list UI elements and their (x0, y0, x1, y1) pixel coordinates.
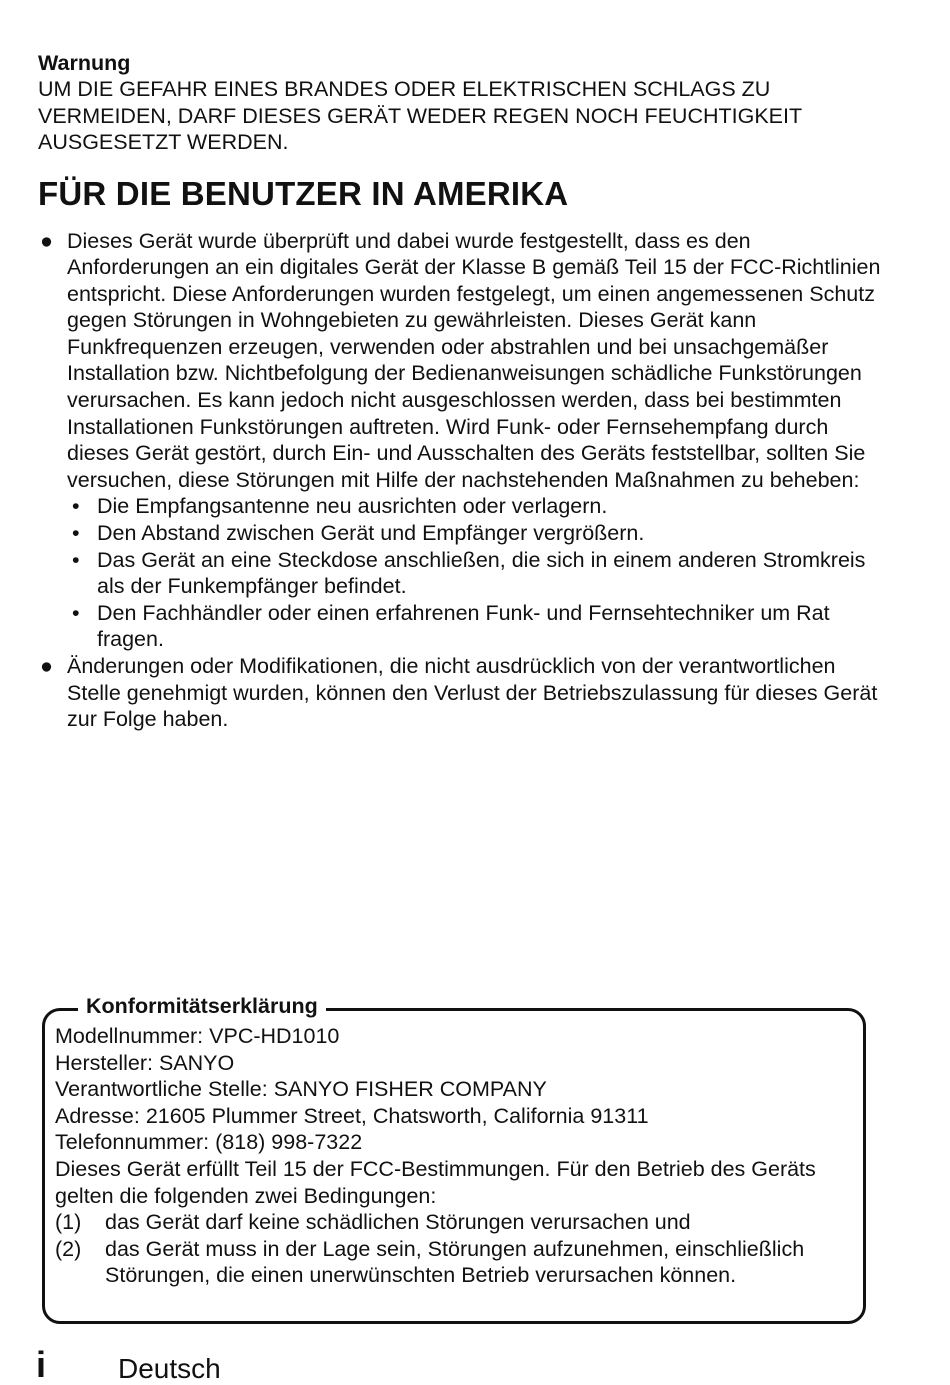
condition-text: das Gerät darf keine schädlichen Störungen verursachen und (105, 1210, 691, 1235)
compliance-statement: Dieses Gerät erfüllt Teil 15 der FCC-Bestimmungen. Für den Betrieb des Geräts gelten die folgenden zwei Bedingungen: (55, 1156, 816, 1208)
page-language: Deutsch (118, 1353, 221, 1384)
sub-bullet-icon: • (72, 494, 80, 519)
list-item (67, 493, 883, 520)
conformity-body (55, 1023, 860, 1289)
sub-item-text: Den Fachhändler oder einen erfahrenen Funk- und Fernsehtechniker um Rat fragen. (97, 600, 830, 652)
measures-list (67, 493, 883, 653)
condition-number: (1) (55, 1210, 82, 1235)
condition-number: (2) (55, 1236, 82, 1261)
list-item (67, 520, 883, 547)
sub-item-text: Den Abstand zwischen Gerät und Empfänger vergrößern. (97, 521, 645, 546)
section-title: FÜR DIE BENUTZER IN AMERIKA (38, 174, 569, 212)
list-item (38, 653, 883, 733)
fcc-bullet-list (38, 228, 883, 733)
warning-heading: Warnung (38, 51, 131, 75)
bullet-icon: ● (40, 228, 53, 253)
sub-bullet-icon: • (72, 600, 80, 625)
model-number: Modellnummer: VPC-HD1010 (55, 1024, 340, 1048)
conformity-title: Konformitätserklärung (78, 992, 326, 1020)
bullet-icon: ● (40, 654, 53, 678)
list-item (38, 228, 883, 654)
manufacturer: Hersteller: SANYO (55, 1050, 235, 1075)
phone-number: Telefonnummer: (818) 998-7322 (55, 1130, 363, 1155)
sub-item-text: Das Gerät an eine Steckdose anschließen, die sich in einem anderen Stromkreis als der Funkempfänger befindet. (97, 547, 866, 599)
condition-item (55, 1236, 860, 1289)
address: Adresse: 21605 Plummer Street, Chatsworth, California 91311 (55, 1103, 649, 1128)
warning-text: UM DIE GEFAHR EINES BRANDES ODER ELEKTRISCHEN SCHLAGS ZU VERMEIDEN, DARF DIESES GERÄT WEDER REGEN NOCH FEUCHTIGKEIT AUSGESETZT WERDEN. (38, 77, 802, 154)
sub-bullet-icon: • (72, 547, 80, 572)
sub-item-text: Die Empfangsantenne neu ausrichten oder verlagern. (97, 494, 608, 519)
list-item (67, 600, 883, 653)
condition-text: das Gerät muss in der Lage sein, Störungen aufzunehmen, einschließlich Störungen, die einen unerwünschten Betrieb verursachen können. (105, 1236, 805, 1288)
condition-item (55, 1209, 860, 1236)
sub-bullet-icon: • (72, 521, 80, 546)
responsible-party: Verantwortliche Stelle: SANYO FISHER COMPANY (55, 1077, 547, 1102)
bullet-text: Dieses Gerät wurde überprüft und dabei wurde festgestellt, dass es den Anforderungen an ein digitales Gerät der Klasse B gemäß Teil 15 der FCC-Richtlinien entspricht. Diese Anforderungen wurden festgelegt, um einen angemessenen Schutz gegen Störungen in Wohngebieten zu gewährleisten. Dieses Gerät kann Funkfrequenzen erzeugen, verwenden oder abstrahlen und bei unsachgemäßer Installation bzw. Nichtbefolgung der Bedienanweisungen schädliche Funkstörungen verursachen. Es kann jedoch nicht ausgeschlossen werden, dass bei bestimmten Installationen Funkstörungen auftreten. Wird Funk- oder Fernsehempfang durch dieses Gerät gestört, durch Ein- und Ausschalten des Geräts feststellbar, sollten Sie versuchen, diese Störungen mit Hilfe der nachstehenden Maßnahmen zu beheben: (67, 228, 881, 492)
bullet-text: Änderungen oder Modifikationen, die nicht ausdrücklich von der verantwortlichen Stelle genehmigt wurden, können den Verlust der Betriebszulassung für dieses Gerät zur Folge haben. (67, 654, 878, 732)
list-item (67, 547, 883, 600)
page-number: i (36, 1344, 47, 1385)
document-body (38, 50, 883, 733)
